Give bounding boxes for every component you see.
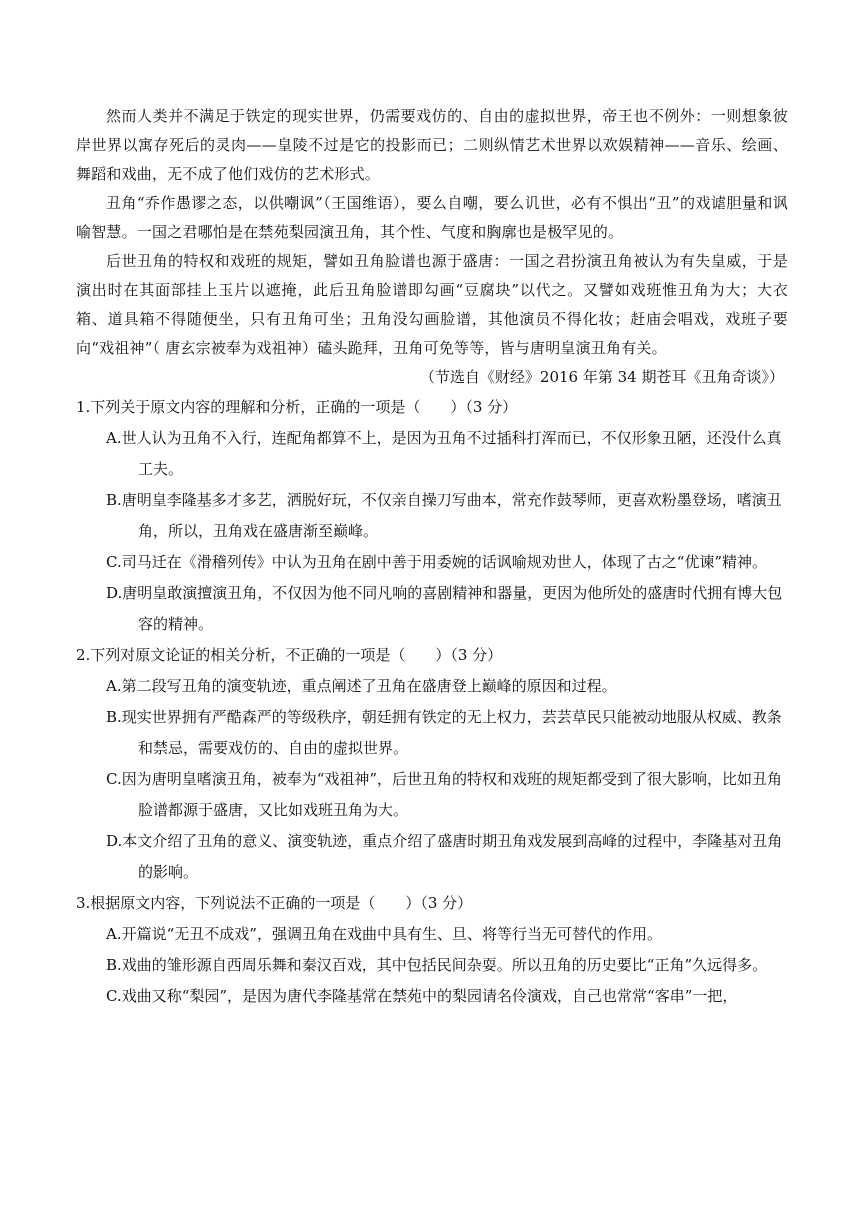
option-c [76,547,788,578]
option-letter: D. [106,832,123,850]
option-text: 现实世界拥有严酷森严的等级秩序，朝廷拥有铁定的无上权力，芸芸草民只能被动地服从权威、教条和禁忌，需要戏仿的、自由的虚拟世界。 [121,708,782,757]
option-text: 司马迁在《滑稽列传》中认为丑角在剧中善于用委婉的话讽喻规劝世人，体现了古之“优谏”精神。 [121,553,768,571]
option-text: 本文介绍了丑角的意义、演变轨迹，重点介绍了盛唐时期丑角戏发展到高峰的过程中，李隆基对丑角的影响。 [122,832,783,881]
question-1 [76,392,788,640]
option-b [76,702,788,764]
option-d [76,578,788,640]
option-text: 唐明皇敢演擅演丑角，不仅因为他不同凡响的喜剧精神和器量，更因为他所处的盛唐时代拥有博大包容的精神。 [122,584,783,633]
option-text: 开篇说“无丑不成戏”，强调丑角在戏曲中具有生、旦、将等行当无可替代的作用。 [121,925,662,943]
passage-paragraph-1: 然而人类并不满足于铁定的现实世界，仍需要戏仿的、自由的虚拟世界，帝王也不例外：一则想象彼岸世界以寓存死后的灵肉——皇陵不过是它的投影而已；二则纵情艺术世界以欢娱精神——音乐、绘画、舞蹈和戏曲，无不成了他们戏仿的艺术形式。 [76,107,788,183]
option-letter: B. [106,708,122,726]
option-letter: C. [106,770,122,788]
question-stem: 1.下列关于原文内容的理解和分析，正确的一项是（ ）（3 分） [76,398,518,416]
option-letter: A. [106,429,122,447]
option-letter: D. [106,584,123,602]
passage [76,102,788,392]
option-letter: C. [106,987,122,1005]
option-b [76,950,788,981]
option-d [76,826,788,888]
option-text: 第二段写丑角的演变轨迹，重点阐述了丑角在盛唐登上巅峰的原因和过程。 [121,677,617,695]
option-letter: B. [106,491,122,509]
question-2 [76,640,788,888]
option-c [76,981,788,1012]
option-letter: C. [106,553,122,571]
option-letter: B. [106,956,122,974]
option-a [76,671,788,702]
option-letter: A. [106,677,122,695]
option-a [76,919,788,950]
question-stem: 3.根据原文内容，下列说法不正确的一项是（ ）（3 分） [76,894,473,912]
passage-paragraph-3: 后世丑角的特权和戏班的规矩，譬如丑角脸谱也源于盛唐：一国之君扮演丑角被认为有失皇威，于是演出时在其面部挂上玉片以遮掩，此后丑角脸谱即勾画“豆腐块”以代之。又譬如戏班惟丑角为大；大衣箱、道具箱不得随便坐，只有丑角可坐；丑角没勾画脸谱，其他演员不得化妆；赶庙会唱戏，戏班子要向“戏祖神”（ 唐玄宗被奉为戏祖神）磕头跪拜，丑角可免等等，皆与唐明皇演丑角有关。 [76,252,788,357]
option-b [76,485,788,547]
option-c [76,764,788,826]
question-3 [76,888,788,1012]
question-stem: 2.下列对原文论证的相关分析，不正确的一项是（ ）（3 分） [76,646,503,664]
option-a [76,423,788,485]
option-text: 唐明皇李隆基多才多艺，洒脱好玩，不仅亲自操刀写曲本，常充作鼓琴师，更喜欢粉墨登场，嗜演丑角，所以，丑角戏在盛唐渐至巅峰。 [121,491,782,540]
passage-paragraph-2: 丑角“乔作愚谬之态，以供嘲讽”（王国维语），要么自嘲，要么讥世，必有不惧出“丑”的戏谑胆量和讽喻智慧。一国之君哪怕是在禁苑梨园演丑角，其个性、气度和胸廓也是极罕见的。 [76,194,788,241]
option-text: 世人认为丑角不入行，连配角都算不上，是因为丑角不过插科打浑而已，不仅形象丑陋，还没什么真工夫。 [121,429,782,478]
option-text: 戏曲的雏形源自西周乐舞和秦汉百戏，其中包括民间杂耍。所以丑角的历史要比“正角”久远得多。 [121,956,768,974]
passage-source: （节选自《财经》2016 年第 34 期苍耳《丑角奇谈》） [419,368,784,386]
option-text: 戏曲又称“梨园”，是因为唐代李隆基常在禁苑中的梨园请名伶演戏，自己也常常“客串”一把， [121,987,738,1005]
option-text: 因为唐明皇嗜演丑角，被奉为“戏祖神”，后世丑角的特权和戏班的规矩都受到了很大影响，比如丑角脸谱都源于盛唐，又比如戏班丑角为大。 [121,770,783,819]
option-letter: A. [106,925,122,943]
